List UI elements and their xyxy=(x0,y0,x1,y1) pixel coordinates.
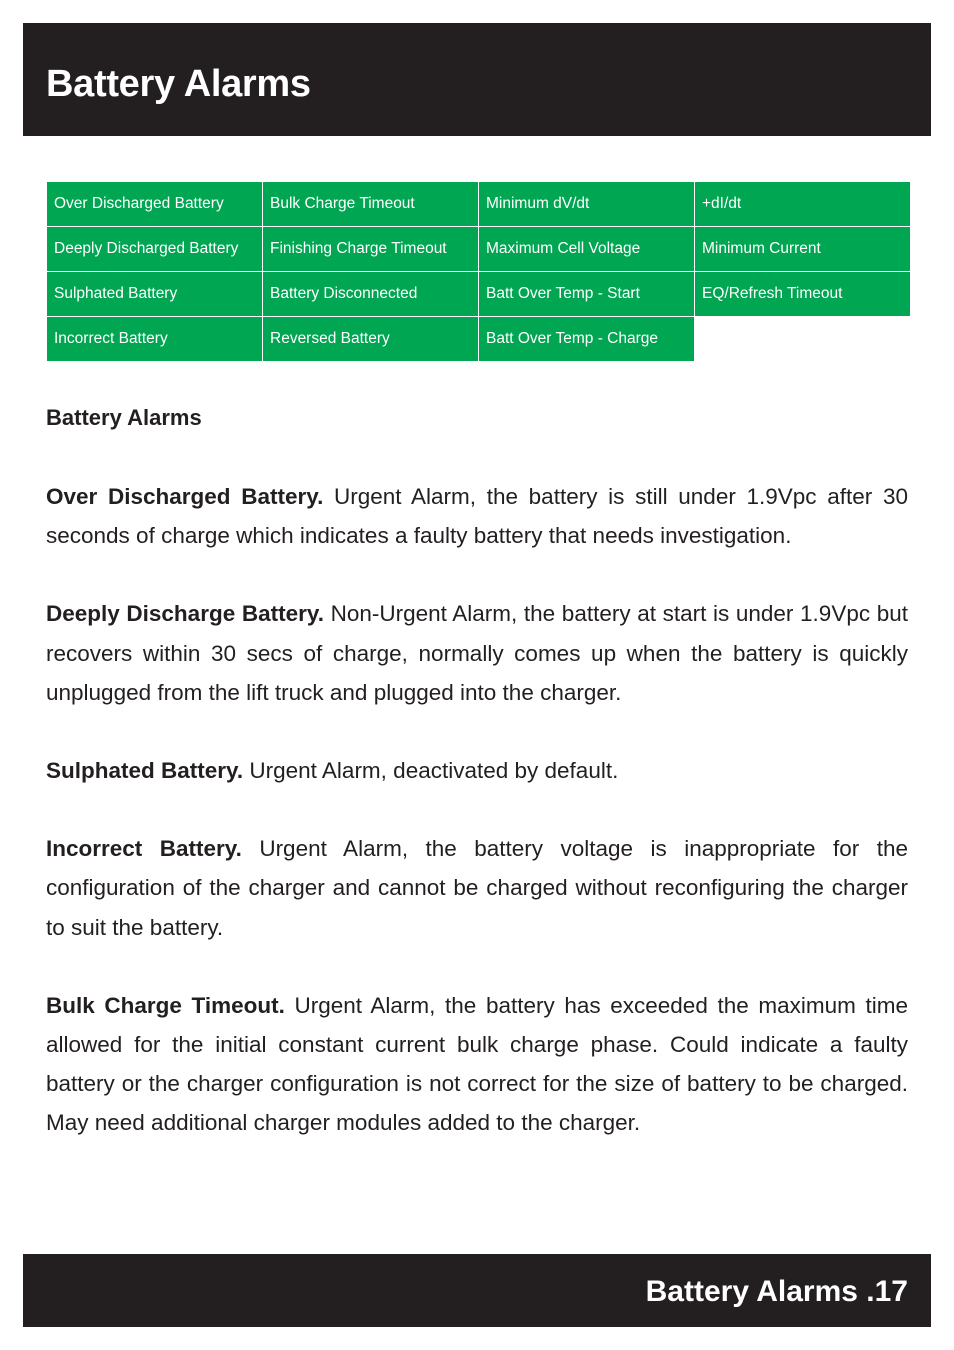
page-title: Battery Alarms xyxy=(46,63,311,105)
alarm-cell: Bulk Charge Timeout xyxy=(263,182,478,226)
page-header xyxy=(23,23,931,136)
alarm-table xyxy=(47,182,911,361)
section-heading: Battery Alarms xyxy=(46,405,202,430)
alarm-cell: Deeply Discharged Battery xyxy=(47,227,262,271)
footer-page-label: Battery Alarms .17 xyxy=(645,1275,908,1308)
alarm-cell: Sulphated Battery xyxy=(47,272,262,316)
alarm-cell: Maximum Cell Voltage xyxy=(479,227,694,271)
alarm-description-deeply-discharge xyxy=(46,594,908,712)
alarm-description-bulk-timeout xyxy=(46,986,908,1143)
alarm-descriptions xyxy=(46,398,908,1143)
alarm-description-incorrect xyxy=(46,829,908,947)
alarm-cell: Finishing Charge Timeout xyxy=(263,227,478,271)
alarm-cell: Batt Over Temp - Start xyxy=(479,272,694,316)
alarm-cell: Minimum Current xyxy=(695,227,910,271)
alarm-cell: Minimum dV/dt xyxy=(479,182,694,226)
alarm-cell: Batt Over Temp - Charge xyxy=(479,317,694,361)
alarm-description-sulphated xyxy=(46,751,908,790)
alarm-cell: Reversed Battery xyxy=(263,317,478,361)
alarm-cell: Over Discharged Battery xyxy=(47,182,262,226)
alarm-cell: Incorrect Battery xyxy=(47,317,262,361)
page-footer xyxy=(23,1254,931,1327)
alarm-text: Non-Urgent Alarm, the battery at start is under 1.9Vpc but recovers within 30 secs of charge, normally comes up when the battery is quickly unplugged from the lift truck and plugged into the charger. xyxy=(46,601,908,705)
alarm-cell: Battery Disconnected xyxy=(263,272,478,316)
alarm-term: Bulk Charge Timeout. xyxy=(46,992,285,1018)
alarm-text: Urgent Alarm, the battery has exceeded the maximum time allowed for the initial constant current bulk charge phase. Could indicate a faulty battery or the charger configuration is not correct for the size of battery to be charged. May need additional charger modules added to the charger. xyxy=(46,992,908,1136)
alarm-term: Sulphated Battery. xyxy=(46,758,244,784)
alarm-cell: EQ/Refresh Timeout xyxy=(695,272,910,316)
alarm-text: Urgent Alarm, the battery is still under 1.9Vpc after 30 seconds of charge which indicates a faulty battery that needs investigation. xyxy=(46,484,908,549)
alarm-cell-empty xyxy=(695,317,910,361)
alarm-description-over-discharged xyxy=(46,477,908,555)
alarm-term: Over Discharged Battery. xyxy=(46,484,324,509)
alarm-cell: +dI/dt xyxy=(695,182,910,226)
alarm-term: Deeply Discharge Battery. xyxy=(46,601,324,627)
alarm-term: Incorrect Battery. xyxy=(46,836,242,862)
alarm-text: Urgent Alarm, the battery voltage is inappropriate for the configuration of the charger and cannot be charged without reconfiguring the charger to suit the battery. xyxy=(46,836,908,940)
alarm-text: Urgent Alarm, deactivated by default. xyxy=(243,758,619,784)
